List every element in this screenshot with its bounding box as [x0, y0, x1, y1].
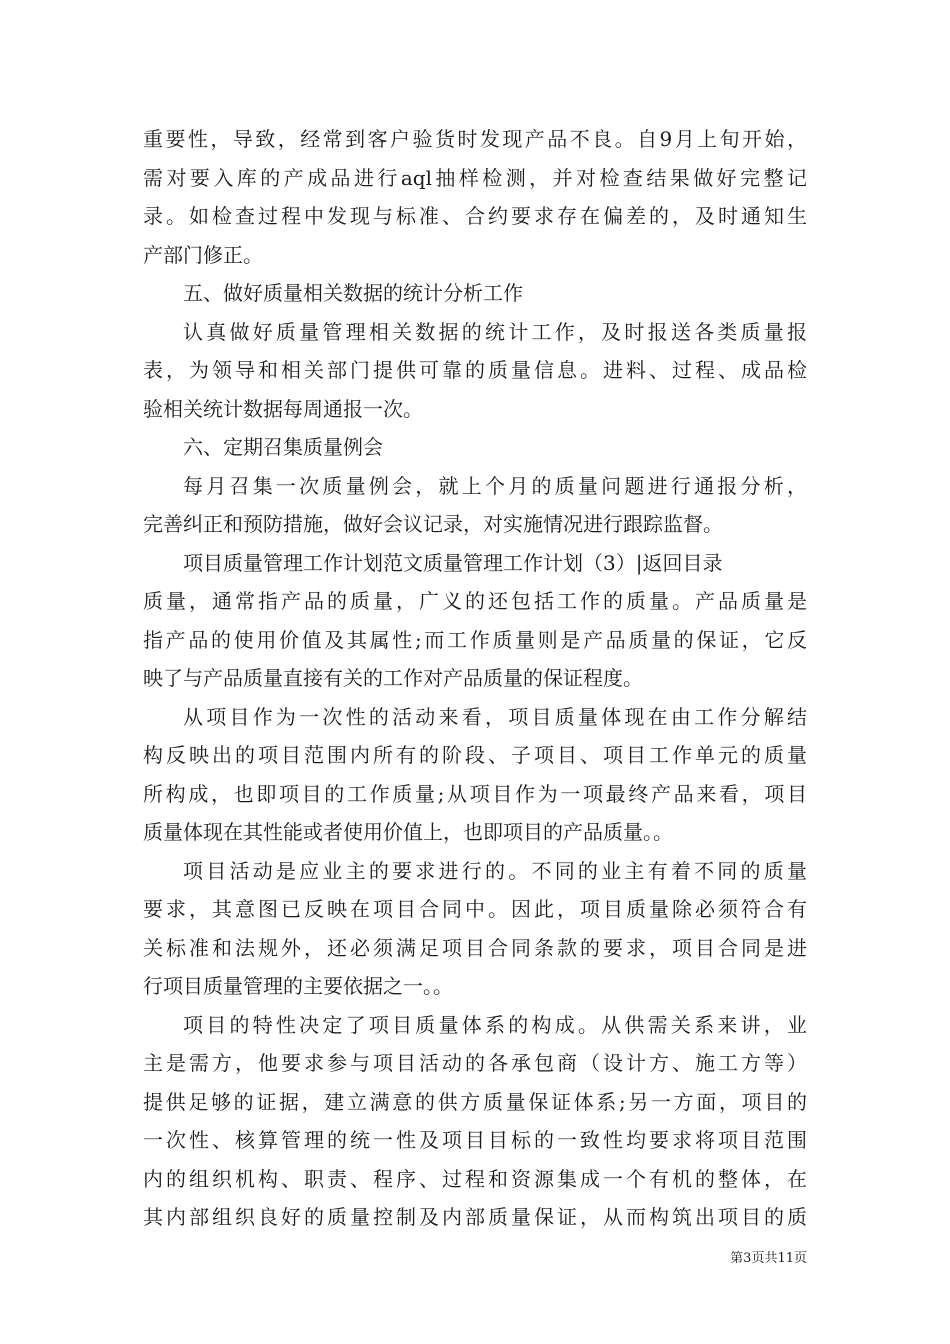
text-line: 内的组织机构、职责、程序、过程和资源集成一个有机的整体，在 [143, 1166, 807, 1191]
text-line: 其内部组织良好的质量控制及内部质量保证，从而构筑出项目的质 [143, 1205, 807, 1229]
page-number: 第3页共11页 [730, 1251, 807, 1266]
text-line: 行项目质量管理的主要依据之一。。 [143, 974, 453, 998]
text-line: 项目的特性决定了项目质量体系的构成。从供需关系来讲，业 [183, 1012, 807, 1037]
text-line: 从项目作为一次性的活动来看，项目质量体现在由工作分解结 [183, 704, 807, 729]
text-line: 产部门修正。 [143, 242, 263, 267]
text-line: 五、做好质量相关数据的统计分析工作 [183, 281, 523, 305]
text-line: 要求，其意图已反映在项目合同中。因此，项目质量除必须符合有 [143, 897, 807, 921]
text-line: 映了与产品质量直接有关的工作对产品质量的保证程度。 [143, 666, 643, 690]
text-line: 每月召集一次质量例会，就上个月的质量问题进行通报分析， [183, 473, 807, 498]
text-line: 提供足够的证据，建立满意的供方质量保证体系;另一方面，项目的 [143, 1089, 807, 1114]
text-line: 构反映出的项目范围内所有的阶段、子项目、项目工作单元的质量 [143, 743, 807, 767]
text-line: 指产品的使用价值及其属性;而工作质量则是产品质量的保证，它反 [143, 627, 807, 652]
text-line: 所构成，也即项目的工作质量;从项目作为一项最终产品来看，项目 [143, 781, 807, 806]
text-line: 项目活动是应业主的要求进行的。不同的业主有着不同的质量 [183, 858, 807, 883]
text-line: 认真做好质量管理相关数据的统计工作，及时报送各类质量报 [183, 319, 807, 344]
text-line: 需对要入库的产成品进行aql抽样检测，并对检查结果做好完整记 [143, 165, 807, 190]
text-line: 主是需方，他要求参与项目活动的各承包商（设计方、施工方等） [143, 1051, 807, 1075]
body-text [143, 120, 807, 1237]
text-line: 录。如检查过程中发现与标准、合约要求存在偏差的，及时通知生 [143, 204, 807, 228]
text-line: 表，为领导和相关部门提供可靠的质量信息。进料、过程、成品检 [143, 358, 807, 382]
text-line: 质量，通常指产品的质量，广义的还包括工作的质量。产品质量是 [143, 589, 807, 613]
text-line: 验相关统计数据每周通报一次。 [143, 396, 423, 421]
text-line: 一次性、核算管理的统一性及项目目标的一致性均要求将项目范围 [143, 1128, 807, 1152]
text-line: 重要性，导致，经常到客户验货时发现产品不良。自9月上旬开始， [143, 127, 807, 151]
text-line: 六、定期召集质量例会 [183, 435, 383, 459]
text-line: 质量体现在其性能或者使用价值上，也即项目的产品质量。。 [143, 820, 673, 844]
text-line: 关标准和法规外，还必须满足项目合同条款的要求，项目合同是进 [143, 935, 807, 960]
text-line: 完善纠正和预防措施，做好会议记录，对实施情况进行跟踪监督。 [143, 512, 723, 536]
text-line: 项目质量管理工作计划范文质量管理工作计划（3）|返回目录 [183, 550, 723, 575]
